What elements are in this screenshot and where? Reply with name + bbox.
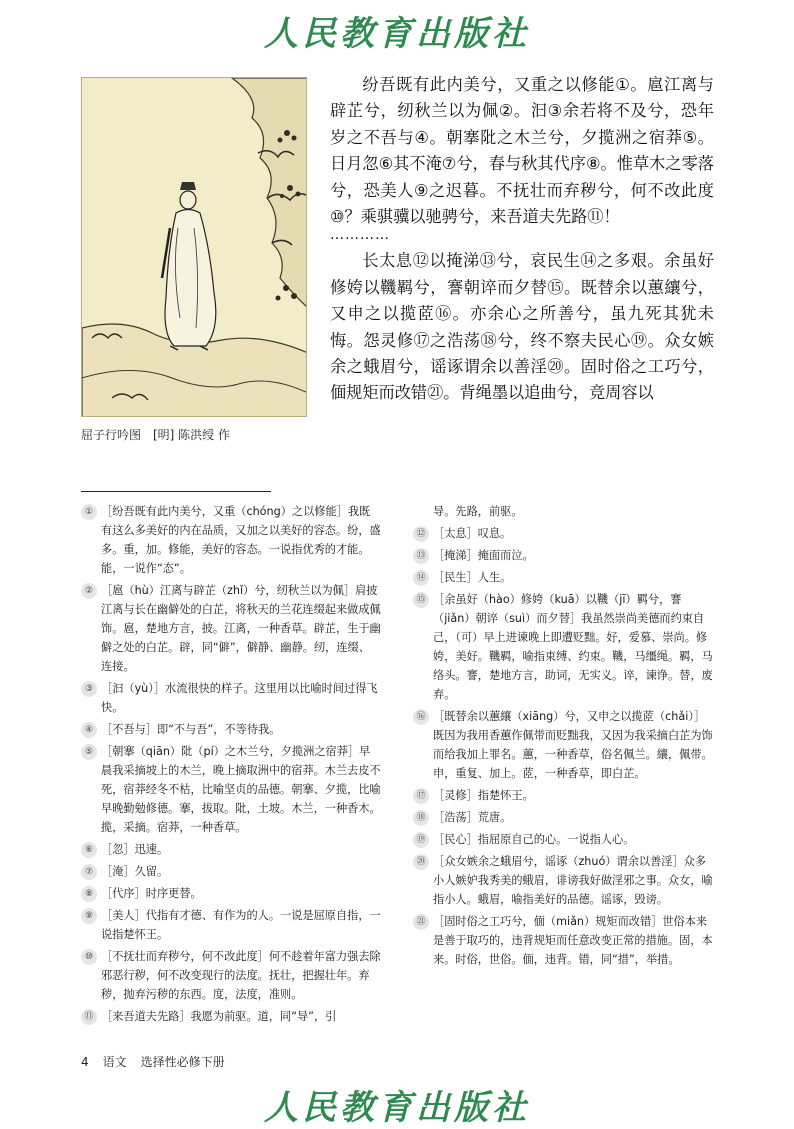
footnote-21: ㉑ ［固时俗之工巧兮，偭（miǎn）规矩而改错］世俗本来是善于取巧的，违背规矩而任意改变正常的措施。固，本来。时俗，世俗。偭，违背。错，同“措”，举措。 [413,912,713,969]
footnotes-right-column [413,502,713,972]
footnote-13: ⑬ ［掩涕］掩面而泣。 [413,546,713,565]
footnote-20: ⑳ ［众女嫉余之蛾眉兮，谣诼（zhuó）谓余以善淫］众多小人嫉妒我秀美的蛾眉，诽谤我好做淫邪之事。众女，喻指小人。蛾眉，喻指美好的品德。谣诼，毁谤。 [413,852,713,909]
poem-paragraph-1: 纷吾既有此内美兮，又重之以修能①。扈江离与辟芷兮，纫秋兰以为佩②。汩③余若将不及兮，恐年岁之不吾与④。朝搴阰之木兰兮，夕揽洲之宿莽⑤。日月忽⑥其不淹⑦兮，春与秋其代序⑧。惟草木之零落兮，恐美人⑨之迟暮。不抚壮而弃秽兮，何不改此度⑩？乘骐骥以驰骋兮，来吾道夫先路⑪！ [330,75,714,227]
footnote-19: ⑲ ［民心］指屈原自己的心。一说指人心。 [413,830,713,849]
footnote-divider [81,491,271,492]
footnotes-left-column [81,502,381,1029]
publisher-logo-header: 人民教育出版社 [264,14,530,54]
subject-label: 语文 [102,1055,127,1069]
poem-ellipsis: ………… [330,227,390,244]
footnote-18: ⑱ ［浩荡］荒唐。 [413,808,713,827]
footnote-9: ⑨ ［美人］代指有才德、有作为的人。一说是屈原自指，一说指楚怀王。 [81,906,381,944]
footnote-3: ③ ［汩（yù）］水流很快的样子。这里用以比喻时间过得飞快。 [81,679,381,717]
footnote-14: ⑭ ［民生］人生。 [413,568,713,587]
footnote-15: ⑮ ［余虽好（hào）修姱（kuā）以鞿（jī）羁兮，謇（jiǎn）朝谇（suì）而夕替］我虽然崇尚美德而约束自己，（可）早上进谏晚上即遭贬黜。好，爱慕、崇尚。修姱，美好。鞿羁，喻指束缚、约束。鞿，马缰绳。羁，马络头。謇，楚地方言，助词，无实义。谇，谏诤。替，废弃。 [413,590,713,704]
footnote-7: ⑦ ［淹］久留。 [81,862,381,881]
ink-painting-image [82,78,307,417]
footnote-2: ② ［扈（hù）江离与辟芷（zhǐ）兮，纫秋兰以为佩］肩披江离与长在幽僻处的白芷，将秋天的兰花连缀起来做成佩饰。扈，楚地方言，披。江离，一种香草。辟芷，生于幽僻之处的白芷。辟，同“僻”，僻静、幽静。纫，连缀、连接。 [81,581,381,676]
footnote-1: ① ［纷吾既有此内美兮，又重（chóng）之以修能］我既有这么多美好的内在品质，又加之以美好的容态。纷，盛多。重，加。修能，美好的容态。一说指优秀的才能。能，一说作“态”。 [81,502,381,578]
footnote-12: ⑫ ［太息］叹息。 [413,524,713,543]
footnote-8: ⑧ ［代序］时序更替。 [81,884,381,903]
footnote-10: ⑩ ［不抚壮而弃秽兮，何不改此度］何不趁着年富力强去除邪恶行秽，何不改变现行的法度。抚壮，把握壮年。弃秽，抛弃污秽的东西。度，法度，准则。 [81,947,381,1004]
book-title: 选择性必修下册 [140,1055,225,1069]
footnote-11: ⑪ ［来吾道夫先路］我愿为前驱。道，同“导”，引 [81,1007,381,1026]
footnote-16: ⑯ ［既替余以蕙纕（xiāng）兮，又申之以揽茝（chǎi）］既因为我用香蕙作佩带而贬黜我，又因为我采摘白芷为饰而给我加上罪名。蕙，一种香草，俗名佩兰。纕，佩带。申，重复、加上。茝，一种香草，即白芷。 [413,707,713,783]
poem-text [330,72,714,407]
footnote-5: ⑤ ［朝搴（qiān）阰（pí）之木兰兮，夕揽洲之宿莽］早晨我采摘坡上的木兰，晚上摘取洲中的宿莽。木兰去皮不死，宿莽经冬不枯，比喻坚贞的品德。朝搴、夕揽，比喻早晚勤勉修德。搴，拔取。阰，土坡。木兰，一种香木。揽，采摘。宿莽，一种香草。 [81,742,381,837]
footnote-4: ④ ［不吾与］即“不与吾”，不等待我。 [81,720,381,739]
footnote-17: ⑰ ［灵修］指楚怀王。 [413,786,713,805]
publisher-logo-footer: 人民教育出版社 [264,1088,530,1128]
footnote-11-continued: 导。先路，前驱。 [433,505,523,518]
poem-paragraph-2: 长太息⑫以掩涕⑬兮，哀民生⑭之多艰。余虽好修姱以鞿羁兮，謇朝谇而夕替⑮。既替余以蕙纕兮，又申之以揽茝⑯。亦余心之所善兮，虽九死其犹未悔。怨灵修⑰之浩荡⑱兮，终不察夫民心⑲。众女嫉余之蛾眉兮，谣诼谓余以善淫⑳。固时俗之工巧兮，偭规矩而改错㉑。背绳墨以追曲兮，竞周容以 [330,251,714,403]
footnote-6: ⑥ ［忽］迅速。 [81,840,381,859]
page-footer [81,1053,239,1070]
figure-caption: 屈子行吟图 [明] 陈洪绶 作 [81,428,230,442]
page-number: 4 [81,1055,89,1069]
illustration-poet [81,77,307,417]
